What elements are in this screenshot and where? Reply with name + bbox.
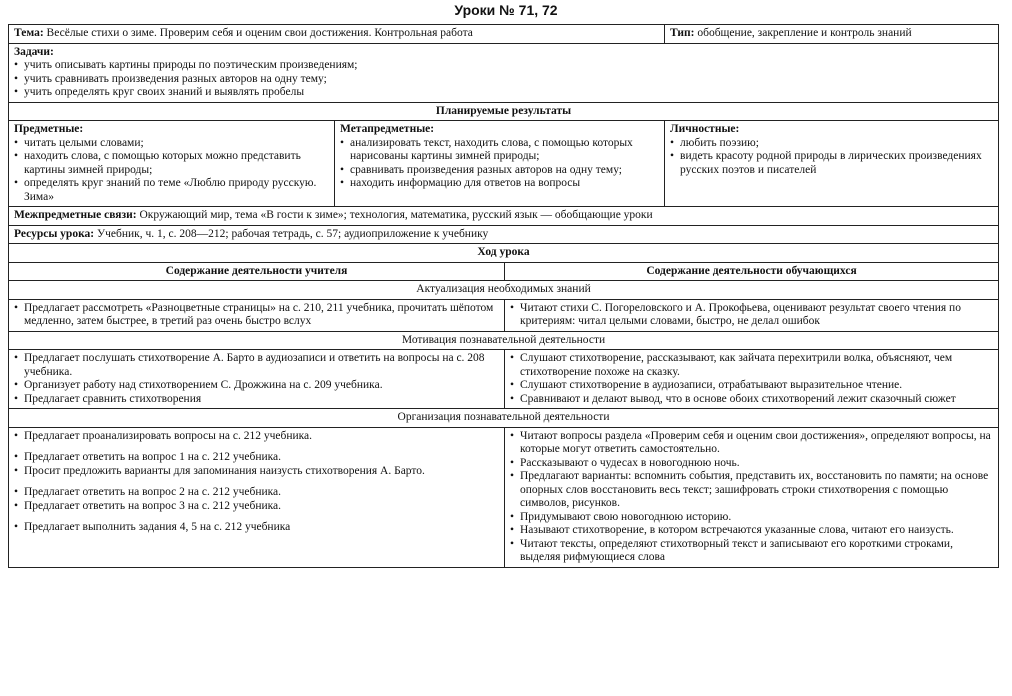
list-item: • Читают вопросы раздела «Проверим себя и оценим свои достижения», определяют вопросы, на которые могут ответить самостоятельно. [510, 430, 993, 457]
students-activity-list [510, 430, 993, 565]
resources-row [9, 225, 999, 244]
personal-results-label: Личностные: [670, 123, 740, 135]
list-item: • Предлагают варианты: вспомнить события, представить их, восстановить по памяти; на основе опорных слов восстановить весь текст; зашифровать строки стихотворения с помощью символов, рисунков. [510, 470, 993, 511]
type-text: обобщение, закрепление и контроль знаний [697, 27, 912, 39]
list-item: • Рассказывают о чудесах в новогоднюю ночь. [510, 457, 993, 471]
teacher-activity-list [14, 430, 499, 535]
teacher-activity-list [14, 352, 499, 406]
teacher-activity-cell [9, 427, 505, 567]
topic-label: Тема: [14, 27, 44, 39]
stage-title: Актуализация необходимых знаний [9, 281, 999, 300]
students-activity-list [510, 352, 993, 406]
list-item: • Слушают стихотворение в аудиозаписи, отрабатывают выразительное чтение. [510, 379, 993, 393]
list-item: • любить поэзию; [670, 137, 993, 151]
type-cell [665, 25, 999, 44]
list-item: • Предлагает ответить на вопрос 3 на с. 212 учебника. [14, 500, 499, 514]
students-activity-list [510, 302, 993, 329]
list-item: • анализировать текст, находить слова, с помощью которых нарисованы картины зимней природы; [340, 137, 659, 164]
list-item: • сравнивать произведения разных авторов на одну тему; [340, 164, 659, 178]
list-item: • Предлагает проанализировать вопросы на с. 212 учебника. [14, 430, 499, 444]
page-title: Уроки № 71, 72 [454, 2, 558, 18]
stage-title: Мотивация познавательной деятельности [9, 331, 999, 350]
lesson-plan-table [8, 24, 999, 568]
subject-results-cell [9, 121, 335, 207]
interdisciplinary-row [9, 207, 999, 226]
meta-results-cell [335, 121, 665, 207]
list-item: • Называют стихотворение, в котором встречаются указанные слова, читают его наизусть. [510, 524, 993, 538]
list-item: • учить определять круг своих знаний и выявлять пробелы [14, 86, 993, 100]
stage-title-row [9, 331, 999, 350]
interdisciplinary-label: Межпредметные связи: [14, 209, 137, 221]
list-item: • Предлагает ответить на вопрос 1 на с. 212 учебника. [14, 451, 499, 465]
list-item: • Читают стихи С. Погореловского и А. Прокофьева, оценивают результат своего чтения по критериям: читал целыми словами, быстро, не делал ошибок [510, 302, 993, 329]
type-label: Тип: [670, 27, 695, 39]
personal-results-cell [665, 121, 999, 207]
tasks-cell [9, 43, 999, 102]
list-item: • Предлагает послушать стихотворение А. Барто в аудиозаписи и ответить на вопросы на с. 208 учебника. [14, 352, 499, 379]
subject-results-list [14, 137, 329, 205]
tasks-list [14, 59, 993, 100]
tasks-label: Задачи: [14, 45, 54, 58]
stage-title: Организация познавательной деятельности [9, 409, 999, 428]
students-activity-cell [505, 427, 999, 567]
spacer [14, 513, 499, 521]
resources-label: Ресурсы урока: [14, 227, 95, 240]
spacer [14, 478, 499, 486]
stage-content-row [9, 350, 999, 409]
list-item: • видеть красоту родной природы в лирических произведениях русских поэтов и писателей [670, 150, 993, 177]
lesson-flow-heading: Ход урока [9, 244, 999, 263]
teacher-activity-list [14, 302, 499, 329]
planned-results-heading: Планируемые результаты [9, 102, 999, 121]
results-row [9, 121, 999, 207]
personal-results-list [670, 137, 993, 178]
meta-results-label: Метапредметные: [340, 123, 435, 135]
spacer [14, 443, 499, 451]
list-item: • учить сравнивать произведения разных авторов на одну тему; [14, 73, 993, 87]
columns-header-row [9, 262, 999, 281]
interdisciplinary-cell [9, 207, 999, 226]
resources-text: Учебник, ч. 1, с. 208—212; рабочая тетрадь, с. 57; аудиоприложение к учебнику [96, 227, 489, 240]
list-item: • Предлагает ответить на вопрос 2 на с. 212 учебника. [14, 486, 499, 500]
lesson-flow-heading-row [9, 244, 999, 263]
tasks-row [9, 43, 999, 102]
list-item: • Сравнивают и делают вывод, что в основе обоих стихотворений лежит сказочный сюжет [510, 393, 993, 407]
students-activity-cell [505, 299, 999, 331]
list-item: • Предлагает рассмотреть «Разноцветные страницы» на с. 210, 211 учебника, прочитать шёпотом медленно, затем быстрее, в третий раз очень быстро вслух [14, 302, 499, 329]
topic-cell [9, 25, 665, 44]
planned-results-heading-row [9, 102, 999, 121]
stage-title-row [9, 281, 999, 300]
teacher-activity-cell [9, 350, 505, 409]
interdisciplinary-text: Окружающий мир, тема «В гости к зиме»; технология, математика, русский язык — обобщающие уроки [139, 209, 653, 221]
list-item: • определять круг знаний по теме «Люблю природу русскую. Зима» [14, 177, 329, 204]
list-item: • Читают тексты, определяют стихотворный текст и записывают его короткими строками, выделяя рифмующиеся слова [510, 538, 993, 565]
list-item: • Слушают стихотворение, рассказывают, как зайчата перехитрили волка, объясняют, чем стихотворение похоже на сказку. [510, 352, 993, 379]
list-item: • Придумывают свою новогоднюю историю. [510, 511, 993, 525]
list-item: • Организует работу над стихотворением С. Дрожжина на с. 209 учебника. [14, 379, 499, 393]
topic-row [9, 25, 999, 44]
students-column-header: Содержание деятельности обучающихся [505, 262, 999, 281]
list-item: • Просит предложить варианты для запоминания наизусть стихотворения А. Барто. [14, 465, 499, 479]
stage-content-row [9, 299, 999, 331]
meta-results-list [340, 137, 659, 191]
teacher-column-header: Содержание деятельности учителя [9, 262, 505, 281]
students-activity-cell [505, 350, 999, 409]
list-item: • читать целыми словами; [14, 137, 329, 151]
list-item: • находить информацию для ответов на вопросы [340, 177, 659, 191]
topic-text: Весёлые стихи о зиме. Проверим себя и оценим свои достижения. Контрольная работа [46, 27, 473, 39]
list-item: • учить описывать картины природы по поэтическим произведениям; [14, 59, 993, 73]
teacher-activity-cell [9, 299, 505, 331]
resources-cell [9, 225, 999, 244]
stage-title-row [9, 409, 999, 428]
stage-content-row [9, 427, 999, 567]
list-item: • находить слова, с помощью которых можно представить картины зимней природы; [14, 150, 329, 177]
subject-results-label: Предметные: [14, 123, 84, 135]
list-item: • Предлагает сравнить стихотворения [14, 393, 499, 407]
list-item: • Предлагает выполнить задания 4, 5 на с. 212 учебника [14, 521, 499, 535]
